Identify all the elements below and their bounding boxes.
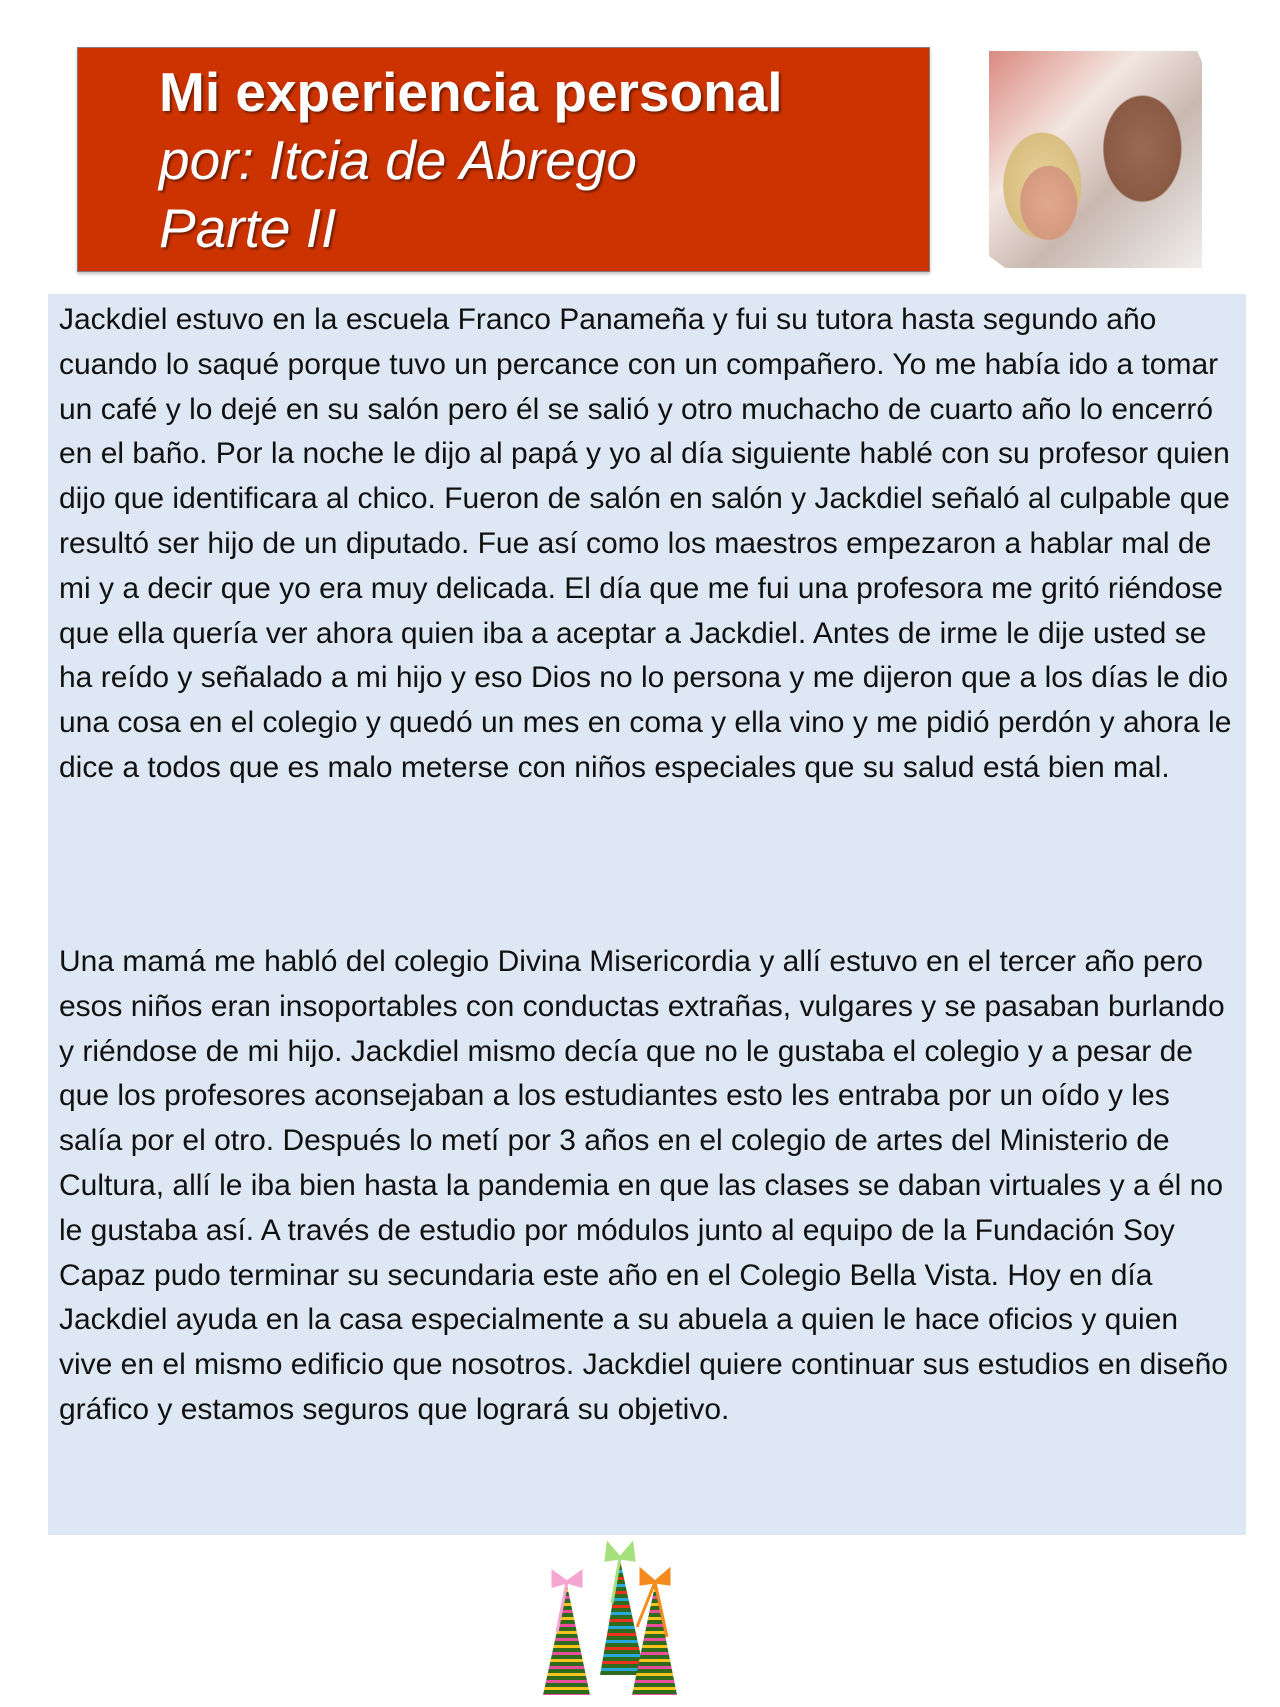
tree-center — [600, 1560, 645, 1675]
tree-right — [632, 1585, 677, 1695]
part-label: Parte II — [159, 197, 337, 259]
article-paragraph: Jackdiel estuvo en la escuela Franco Panameña y fui su tutora hasta segundo año cuando lo saqué porque tuvo un percance con un compañero. Yo me había ido a tomar un café y lo dejé en su salón pero él se salió y otro muchacho de cuarto año lo encerró en el baño. Por la noche le dijo al papá y yo al día siguiente hablé con su profesor quien dijo que identificara al chico. Fueron de salón en salón y Jackdiel señaló al culpable que resultó ser hijo de un diputado. Fue así como los maestros empezaron a hablar mal de mi y a decir que yo era muy delicada. El día que me fui una profesora me gritó riéndose que ella quería ver ahora quien iba a aceptar a Jackdiel. Antes de irme le dije usted se ha reído y señalado a mi hijo y eso Dios no lo persona y me dijeron que a los días le dio una cosa en el colegio y quedó un mes en coma y ella vino y me pidió perdón y ahora le dice a todos que es malo meterse con niños especiales que su salud está bien mal. — [59, 303, 1232, 784]
title-banner — [77, 47, 930, 272]
knitted-trees-illustration — [505, 1540, 735, 1705]
article-paragraph: Una mamá me habló del colegio Divina Misericordia y allí estuvo en el tercer año pero esos niños eran insoportables con conductas extrañas, vulgares y se pasaban burlando y riéndose de mi hijo. Jackdiel mismo decía que no le gustaba el colegio y a pesar de que los profesores aconsejaban a los estudiantes esto les entraba por un oído y les salía por el otro. Después lo metí por 3 años en el colegio de artes del Ministerio de Cultura, allí le iba bien hasta la pandemia en que las clases se daban virtuales y a él no le gustaba así. A través de estudio por módulos junto al equipo de la Fundación Soy Capaz pudo terminar su secundaria este año en el Colegio Bella Vista. Hoy en día Jackdiel ayuda en la casa especialmente a su abuela a quien le hace oficios y quien vive en el mismo edificio que nosotros. Jackdiel quiere continuar sus estudios en diseño gráfico y estamos seguros que logrará su objetivo. — [59, 945, 1228, 1426]
tree-left — [543, 1585, 590, 1695]
author-photo — [980, 41, 1211, 278]
photo-image — [989, 51, 1202, 268]
page-title: Mi experiencia personal — [159, 61, 783, 123]
author-byline: por: Itcia de Abrego — [159, 129, 637, 191]
article-body — [48, 294, 1246, 1535]
